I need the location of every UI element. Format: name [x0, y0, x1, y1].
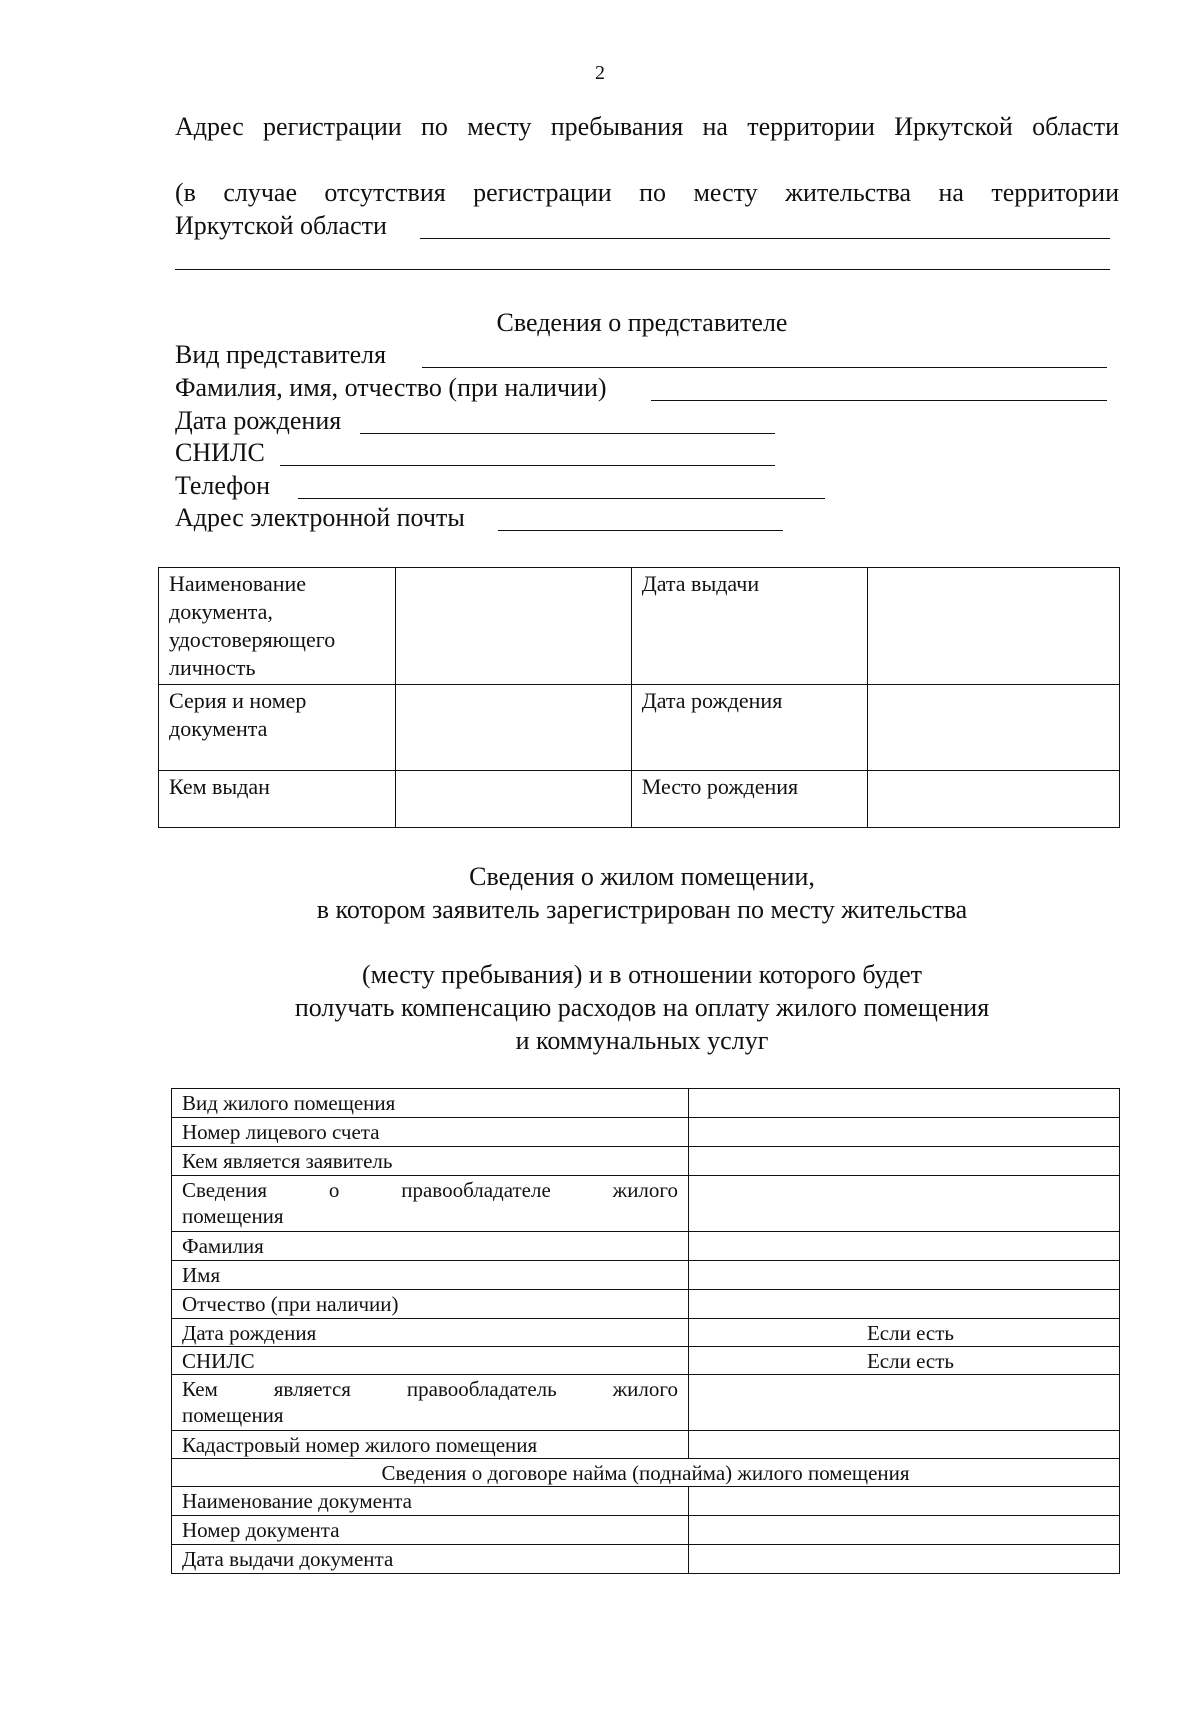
id-doc-issue-date-label: Дата выдачи — [631, 568, 867, 685]
id-doc-issue-date-value[interactable] — [868, 568, 1120, 685]
id-doc-name-label: Наименование документа, удостоверяющего личность — [159, 568, 396, 685]
table-row — [172, 1232, 1120, 1261]
owner-snils-value[interactable]: Если есть — [689, 1347, 1120, 1375]
table-row — [172, 1545, 1120, 1574]
owner-patronymic-value[interactable] — [689, 1290, 1120, 1319]
owner-role-label — [172, 1375, 689, 1431]
table-row — [172, 1319, 1120, 1347]
rep-birthdate-label: Дата рождения — [175, 406, 342, 435]
address-stay-blank-1[interactable] — [420, 238, 1110, 239]
id-doc-series-value[interactable] — [395, 685, 631, 771]
account-number-label: Номер лицевого счета — [172, 1118, 689, 1147]
lease-doc-name-label: Наименование документа — [172, 1487, 689, 1516]
id-doc-birthdate-value[interactable] — [868, 685, 1120, 771]
cadastral-number-label: Кадастровый номер жилого помещения — [172, 1431, 689, 1459]
lease-doc-date-label: Дата выдачи документа — [172, 1545, 689, 1574]
table-row — [172, 1431, 1120, 1459]
rep-snils-field[interactable] — [280, 465, 775, 466]
table-row — [172, 1459, 1120, 1487]
housing-type-value[interactable] — [689, 1089, 1120, 1118]
rep-email-label: Адрес электронной почты — [175, 503, 465, 532]
account-number-value[interactable] — [689, 1118, 1120, 1147]
representative-title: Сведения о представителе — [496, 308, 788, 337]
rep-fio-label: Фамилия, имя, отчество (при наличии) — [175, 373, 607, 402]
table-row — [172, 1089, 1120, 1118]
owner-name-value[interactable] — [689, 1261, 1120, 1290]
table-row — [172, 1347, 1120, 1375]
id-doc-birthplace-value[interactable] — [868, 771, 1120, 828]
lease-doc-name-value[interactable] — [689, 1487, 1120, 1516]
address-stay-heading: Адрес регистрации по месту пребывания на территории Иркутской области — [175, 112, 1119, 141]
housing-type-label: Вид жилого помещения — [172, 1089, 689, 1118]
table-row — [159, 685, 1120, 771]
id-doc-birthdate-label: Дата рождения — [631, 685, 867, 771]
owner-role-label-line2: помещения — [182, 1403, 284, 1427]
id-doc-issuer-label: Кем выдан — [159, 771, 396, 828]
lease-doc-number-label: Номер документа — [172, 1516, 689, 1545]
address-stay-note-line2: Иркутской области — [175, 211, 387, 240]
cadastral-number-value[interactable] — [689, 1431, 1120, 1459]
owner-birthdate-value[interactable]: Если есть — [689, 1319, 1120, 1347]
table-row — [172, 1118, 1120, 1147]
table-row — [159, 568, 1120, 685]
page-number: 2 — [595, 62, 605, 84]
housing-title-line5: и коммунальных услуг — [515, 1026, 769, 1055]
owner-info-label-line1: Сведения о правообладателе жилого — [182, 1178, 678, 1202]
owner-surname-value[interactable] — [689, 1232, 1120, 1261]
table-row — [172, 1147, 1120, 1176]
housing-title-line2: в котором заявитель зарегистрирован по месту жительства — [316, 895, 968, 924]
id-doc-issuer-value[interactable] — [395, 771, 631, 828]
applicant-role-label: Кем является заявитель — [172, 1147, 689, 1176]
table-row — [172, 1290, 1120, 1319]
id-document-table — [158, 567, 1120, 828]
rep-email-field[interactable] — [498, 530, 783, 531]
table-row — [172, 1375, 1120, 1431]
rep-phone-label: Телефон — [175, 471, 271, 500]
owner-info-value[interactable] — [689, 1176, 1120, 1232]
housing-title-line4: получать компенсацию расходов на оплату жилого помещения — [294, 993, 990, 1022]
owner-snils-label: СНИЛС — [172, 1347, 689, 1375]
lease-section-header: Сведения о договоре найма (поднайма) жилого помещения — [172, 1459, 1120, 1487]
housing-title-line3: (месту пребывания) и в отношении которого будет — [361, 960, 923, 989]
owner-role-label-line1: Кем является правообладатель жилого — [182, 1377, 678, 1401]
owner-surname-label: Фамилия — [172, 1232, 689, 1261]
table-row — [172, 1487, 1120, 1516]
rep-fio-field[interactable] — [651, 400, 1107, 401]
owner-role-value[interactable] — [689, 1375, 1120, 1431]
rep-type-label: Вид представителя — [175, 340, 387, 369]
lease-doc-number-value[interactable] — [689, 1516, 1120, 1545]
lease-doc-date-value[interactable] — [689, 1545, 1120, 1574]
rep-birthdate-field[interactable] — [360, 433, 775, 434]
table-row — [172, 1176, 1120, 1232]
owner-info-label — [172, 1176, 689, 1232]
rep-snils-label: СНИЛС — [175, 438, 265, 467]
id-doc-birthplace-label: Место рождения — [631, 771, 867, 828]
table-row — [172, 1516, 1120, 1545]
owner-birthdate-label: Дата рождения — [172, 1319, 689, 1347]
table-row — [159, 771, 1120, 828]
housing-title-line1: Сведения о жилом помещении, — [469, 862, 815, 891]
address-stay-blank-2[interactable] — [175, 269, 1110, 270]
applicant-role-value[interactable] — [689, 1147, 1120, 1176]
table-row — [172, 1261, 1120, 1290]
housing-table — [171, 1088, 1120, 1574]
address-stay-note-line1: (в случае отсутствия регистрации по месту жительства на территории — [175, 178, 1119, 207]
rep-phone-field[interactable] — [298, 498, 825, 499]
owner-patronymic-label: Отчество (при наличии) — [172, 1290, 689, 1319]
id-doc-series-label: Серия и номер документа — [159, 685, 396, 771]
owner-name-label: Имя — [172, 1261, 689, 1290]
rep-type-field[interactable] — [422, 367, 1107, 368]
owner-info-label-line2: помещения — [182, 1204, 284, 1228]
id-doc-name-value[interactable] — [395, 568, 631, 685]
